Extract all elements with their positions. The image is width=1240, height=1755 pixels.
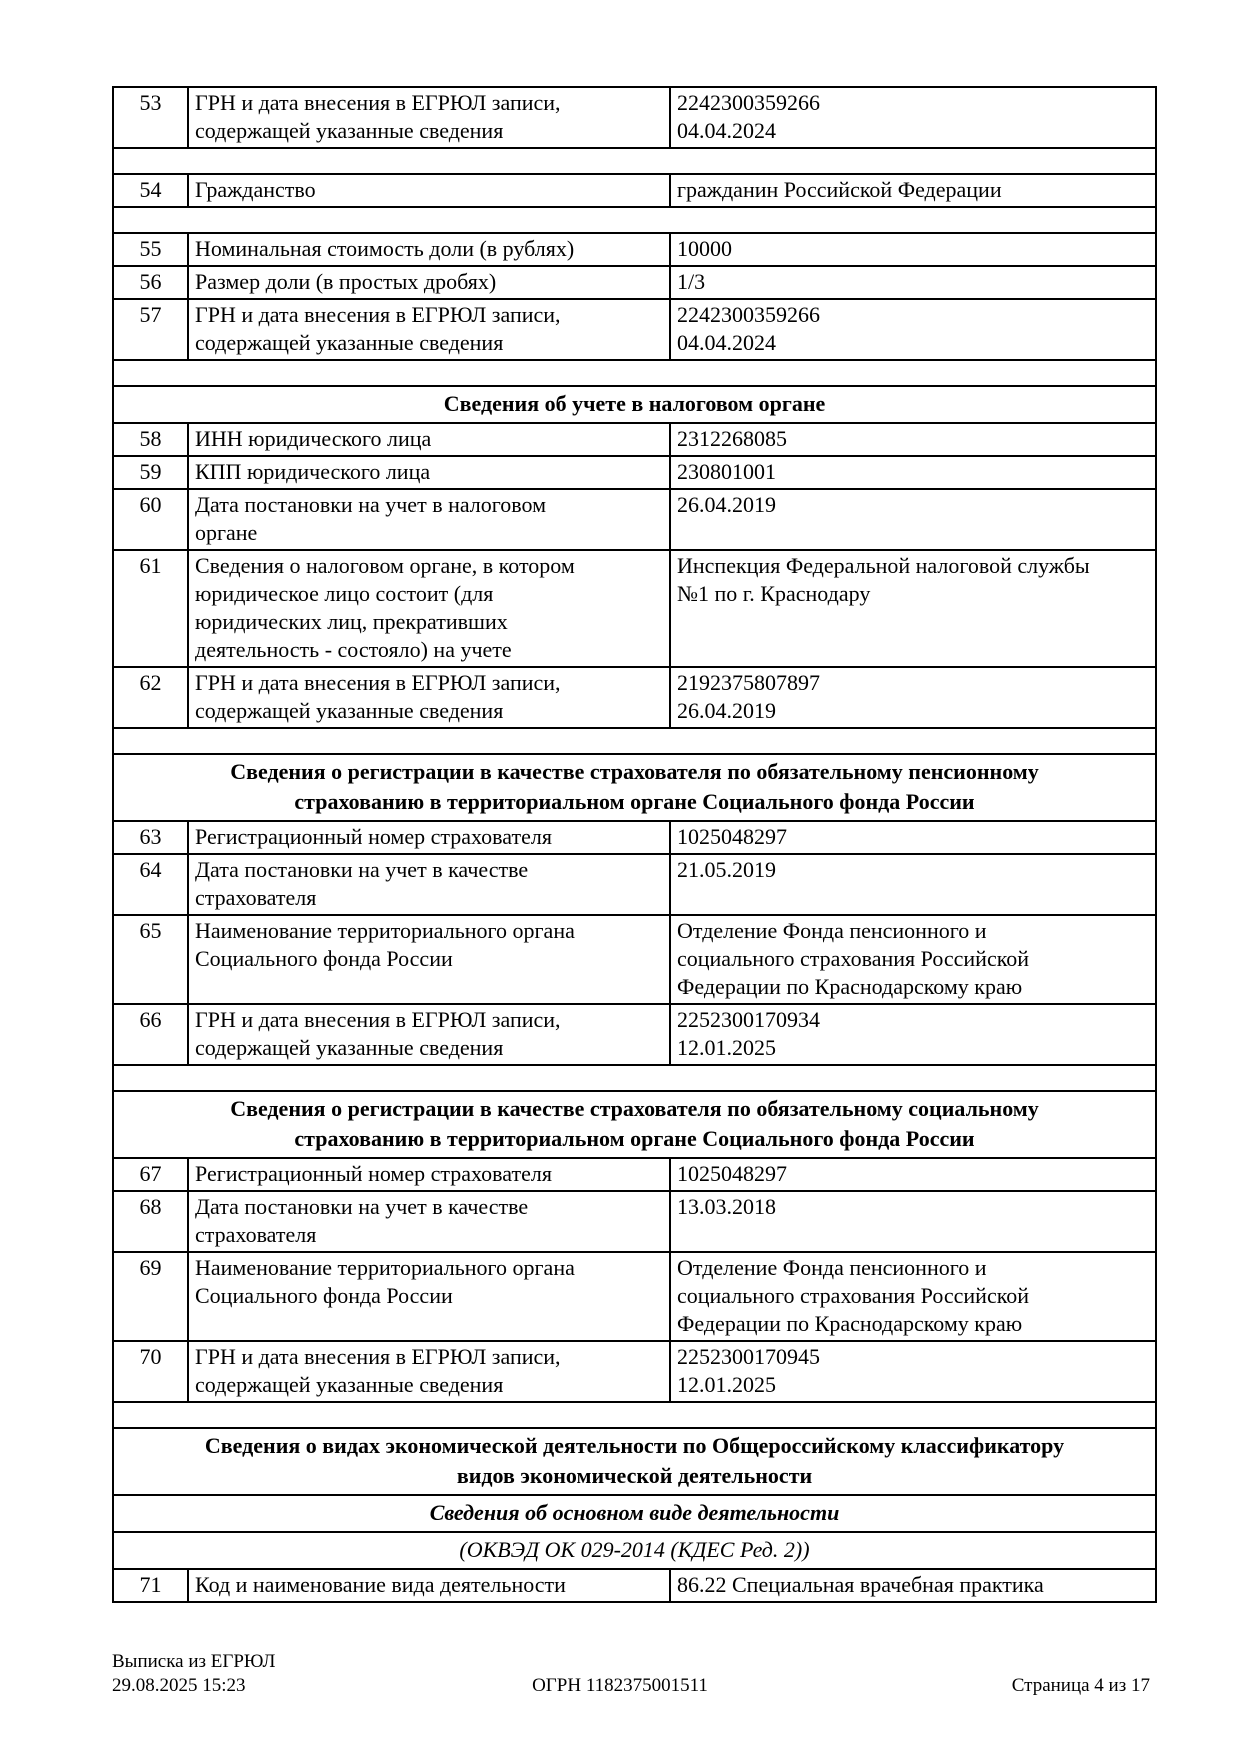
row-number: 69 — [113, 1252, 188, 1341]
row-value — [670, 456, 1156, 489]
row-value — [670, 1252, 1156, 1341]
row-label — [188, 854, 670, 915]
spacer-row — [113, 207, 1156, 233]
table-row — [113, 915, 1156, 1004]
row-value-line: социального страхования Российской — [677, 946, 1030, 971]
row-value-line: 2252300170945 — [677, 1344, 820, 1369]
row-number: 65 — [113, 915, 188, 1004]
row-value-line: 04.04.2024 — [677, 330, 776, 355]
spacer-cell — [113, 1402, 1156, 1428]
row-label-line: Дата постановки на учет в качестве — [195, 857, 529, 882]
row-value-line: 2192375807897 — [677, 670, 820, 695]
row-value-line: 26.04.2019 — [677, 492, 776, 517]
row-number: 64 — [113, 854, 188, 915]
table-row — [113, 821, 1156, 854]
row-value — [670, 1004, 1156, 1065]
row-value — [670, 821, 1156, 854]
row-value — [670, 489, 1156, 550]
row-label-line: Гражданство — [195, 177, 316, 202]
row-label — [188, 423, 670, 456]
row-label-line: содержащей указанные сведения — [195, 1035, 504, 1060]
row-value-line: №1 по г. Краснодару — [677, 581, 871, 606]
section-header — [113, 386, 1156, 423]
row-label — [188, 667, 670, 728]
row-label-line: юридическое лицо состоит (для — [195, 581, 494, 606]
row-label — [188, 233, 670, 266]
row-value-line: гражданин Российской Федерации — [677, 177, 1002, 202]
row-value — [670, 174, 1156, 207]
row-value-line: 13.03.2018 — [677, 1194, 776, 1219]
row-label-line: Регистрационный номер страхователя — [195, 1161, 552, 1186]
table-row — [113, 1569, 1156, 1602]
row-label — [188, 299, 670, 360]
row-label-line: ГРН и дата внесения в ЕГРЮЛ записи, — [195, 302, 561, 327]
spacer-cell — [113, 360, 1156, 386]
row-number: 61 — [113, 550, 188, 667]
table-row — [113, 87, 1156, 148]
row-label — [188, 1004, 670, 1065]
table-row — [113, 489, 1156, 550]
row-label — [188, 456, 670, 489]
row-label — [188, 1191, 670, 1252]
spacer-row — [113, 728, 1156, 754]
row-number: 71 — [113, 1569, 188, 1602]
row-label-line: содержащей указанные сведения — [195, 1372, 504, 1397]
row-number: 59 — [113, 456, 188, 489]
row-value — [670, 266, 1156, 299]
section-header — [113, 1532, 1156, 1569]
row-label-line: Сведения о налоговом органе, в котором — [195, 553, 575, 578]
row-label-line: Код и наименование вида деятельности — [195, 1572, 566, 1597]
section-header-line: Сведения о регистрации в качестве страхователя по обязательному пенсионному — [230, 759, 1039, 784]
section-header — [113, 1428, 1156, 1495]
row-label-line: юридических лиц, прекративших — [195, 609, 508, 634]
row-label-line: содержащей указанные сведения — [195, 118, 504, 143]
row-number: 70 — [113, 1341, 188, 1402]
row-label-line: Социального фонда России — [195, 946, 453, 971]
row-label-line: Дата постановки на учет в налоговом — [195, 492, 547, 517]
footer-page-number: Страница 4 из 17 — [1011, 1675, 1150, 1696]
spacer-cell — [113, 207, 1156, 233]
section-header-line: (ОКВЭД ОК 029-2014 (КДЕС Ред. 2)) — [459, 1537, 810, 1562]
row-label-line: содержащей указанные сведения — [195, 330, 504, 355]
section-header-line: страхованию в территориальном органе Социального фонда России — [294, 1126, 975, 1151]
row-number: 68 — [113, 1191, 188, 1252]
row-value-line: 2242300359266 — [677, 90, 820, 115]
row-value-line: Отделение Фонда пенсионного и — [677, 918, 987, 943]
spacer-row — [113, 360, 1156, 386]
row-number: 57 — [113, 299, 188, 360]
row-label-line: Социального фонда России — [195, 1283, 453, 1308]
row-value-line: 10000 — [677, 236, 732, 261]
section-row — [113, 754, 1156, 821]
row-label-line: Номинальная стоимость доли (в рублях) — [195, 236, 575, 261]
row-value — [670, 854, 1156, 915]
row-value-line: 86.22 Специальная врачебная практика — [677, 1572, 1044, 1597]
row-label — [188, 87, 670, 148]
row-value-line: 1025048297 — [677, 1161, 787, 1186]
row-number: 60 — [113, 489, 188, 550]
table-row — [113, 667, 1156, 728]
row-value — [670, 299, 1156, 360]
row-value — [670, 915, 1156, 1004]
footer-ogrn: ОГРН 1182375001511 — [532, 1675, 708, 1696]
row-value-line: 1/3 — [677, 269, 706, 294]
row-value-line: 26.04.2019 — [677, 698, 776, 723]
row-number: 63 — [113, 821, 188, 854]
row-label-line: страхователя — [195, 1222, 317, 1247]
note-italic-row — [113, 1532, 1156, 1569]
row-value-line: Федерации по Краснодарскому краю — [677, 974, 1023, 999]
table-row — [113, 299, 1156, 360]
table-row — [113, 1004, 1156, 1065]
egrul-table-body — [113, 87, 1156, 1602]
table-row — [113, 550, 1156, 667]
row-label — [188, 915, 670, 1004]
row-value — [670, 1158, 1156, 1191]
row-value-line: 04.04.2024 — [677, 118, 776, 143]
row-label-line: ГРН и дата внесения в ЕГРЮЛ записи, — [195, 670, 561, 695]
table-row — [113, 456, 1156, 489]
row-number: 56 — [113, 266, 188, 299]
row-label-line: Размер доли (в простых дробях) — [195, 269, 497, 294]
row-value-line: 230801001 — [677, 459, 776, 484]
row-label-line: деятельность - состояло) на учете — [195, 637, 512, 662]
row-label-line: содержащей указанные сведения — [195, 698, 504, 723]
row-value-line: социального страхования Российской — [677, 1283, 1030, 1308]
row-label-line: страхователя — [195, 885, 317, 910]
section-header-line: Сведения о видах экономической деятельности по Общероссийскому классификатору — [204, 1433, 1065, 1458]
section-row — [113, 1428, 1156, 1495]
egrul-table — [112, 86, 1157, 1603]
row-number: 58 — [113, 423, 188, 456]
spacer-cell — [113, 728, 1156, 754]
row-number: 62 — [113, 667, 188, 728]
row-value-line: Федерации по Краснодарскому краю — [677, 1311, 1023, 1336]
table-row — [113, 1158, 1156, 1191]
row-label — [188, 1252, 670, 1341]
footer-datetime: 29.08.2025 15:23 — [112, 1675, 246, 1696]
table-row — [113, 854, 1156, 915]
row-value-line: Отделение Фонда пенсионного и — [677, 1255, 987, 1280]
section-header-line: видов экономической деятельности — [456, 1463, 813, 1488]
row-value — [670, 87, 1156, 148]
row-value — [670, 233, 1156, 266]
section-italic-row — [113, 1495, 1156, 1532]
table-row — [113, 174, 1156, 207]
spacer-cell — [113, 1065, 1156, 1091]
row-label-line: ИНН юридического лица — [195, 426, 432, 451]
spacer-cell — [113, 148, 1156, 174]
row-label-line: ГРН и дата внесения в ЕГРЮЛ записи, — [195, 1007, 561, 1032]
row-value — [670, 550, 1156, 667]
section-header — [113, 1091, 1156, 1158]
footer-doc-title: Выписка из ЕГРЮЛ — [112, 1651, 276, 1672]
table-row — [113, 1341, 1156, 1402]
row-number: 53 — [113, 87, 188, 148]
section-row — [113, 386, 1156, 423]
row-number: 66 — [113, 1004, 188, 1065]
row-value-line: 2242300359266 — [677, 302, 820, 327]
row-label-line: Наименование территориального органа — [195, 1255, 575, 1280]
table-row — [113, 1252, 1156, 1341]
row-label-line: Наименование территориального органа — [195, 918, 575, 943]
section-header-line: Сведения об учете в налоговом органе — [443, 391, 826, 416]
row-label — [188, 489, 670, 550]
row-label — [188, 266, 670, 299]
row-label-line: органе — [195, 520, 258, 545]
row-label — [188, 1341, 670, 1402]
spacer-row — [113, 1065, 1156, 1091]
row-label — [188, 1158, 670, 1191]
table-row — [113, 266, 1156, 299]
row-value-line: 1025048297 — [677, 824, 787, 849]
row-label-line: ГРН и дата внесения в ЕГРЮЛ записи, — [195, 90, 561, 115]
row-number: 54 — [113, 174, 188, 207]
row-value — [670, 1191, 1156, 1252]
table-row — [113, 423, 1156, 456]
table-row — [113, 1191, 1156, 1252]
section-header-line: Сведения об основном виде деятельности — [429, 1500, 840, 1525]
section-header — [113, 1495, 1156, 1532]
row-value-line: Инспекция Федеральной налоговой службы — [677, 553, 1090, 578]
row-label — [188, 174, 670, 207]
row-label — [188, 550, 670, 667]
row-label-line: КПП юридического лица — [195, 459, 431, 484]
section-header-line: страхованию в территориальном органе Социального фонда России — [294, 789, 975, 814]
row-label — [188, 1569, 670, 1602]
section-header-line: Сведения о регистрации в качестве страхователя по обязательному социальному — [230, 1096, 1039, 1121]
row-number: 55 — [113, 233, 188, 266]
row-value — [670, 667, 1156, 728]
row-label-line: Дата постановки на учет в качестве — [195, 1194, 529, 1219]
row-label-line: Регистрационный номер страхователя — [195, 824, 552, 849]
row-value-line: 2312268085 — [677, 426, 787, 451]
row-value — [670, 423, 1156, 456]
row-value-line: 12.01.2025 — [677, 1035, 776, 1060]
row-value — [670, 1569, 1156, 1602]
row-number: 67 — [113, 1158, 188, 1191]
row-value-line: 21.05.2019 — [677, 857, 776, 882]
section-row — [113, 1091, 1156, 1158]
row-value-line: 12.01.2025 — [677, 1372, 776, 1397]
row-label — [188, 821, 670, 854]
table-row — [113, 233, 1156, 266]
row-label-line: ГРН и дата внесения в ЕГРЮЛ записи, — [195, 1344, 561, 1369]
row-value — [670, 1341, 1156, 1402]
spacer-row — [113, 148, 1156, 174]
section-header — [113, 754, 1156, 821]
row-value-line: 2252300170934 — [677, 1007, 820, 1032]
spacer-row — [113, 1402, 1156, 1428]
